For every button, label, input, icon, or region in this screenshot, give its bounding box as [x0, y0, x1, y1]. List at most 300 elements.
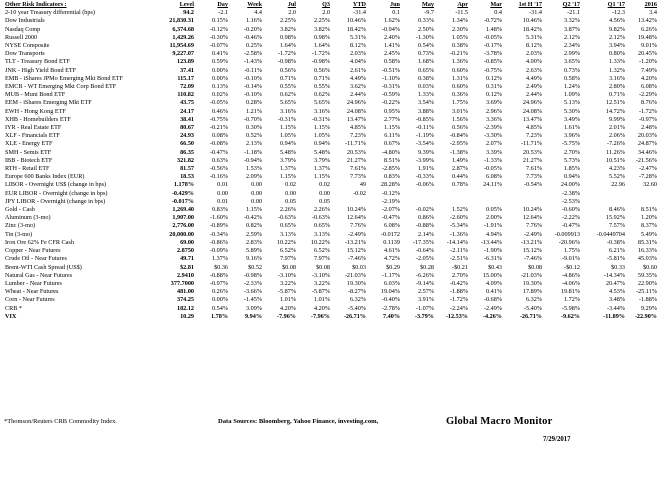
value-cell: 4.72% [384, 255, 400, 263]
table-row [4, 198, 658, 206]
value-cell: -1.07% [415, 304, 434, 312]
value-cell: 9.99% [609, 115, 625, 123]
value-cell: 2.26% [280, 206, 296, 214]
value-cell: 24.08% [522, 107, 542, 115]
value-cell: -0.009913 [554, 230, 580, 238]
value-cell: -26.71% [343, 312, 366, 320]
table-row [4, 296, 658, 304]
value-cell: -0.94% [243, 156, 262, 164]
value-cell: 0.65% [418, 66, 434, 74]
table-row [4, 247, 658, 255]
value-cell: 5.73% [564, 156, 580, 164]
value-cell: -2.19% [381, 197, 400, 205]
value-cell: 8.76% [641, 99, 657, 107]
value-cell: -2.38% [561, 189, 580, 197]
value-cell: -4.06% [561, 279, 580, 287]
value-cell: -14.34% [603, 271, 625, 279]
value-cell: -5.75% [561, 140, 580, 148]
value-cell: -0.34% [209, 230, 228, 238]
value-cell: 2.44% [350, 91, 366, 99]
value-cell: -0.05% [483, 165, 502, 173]
value-cell: 0.26% [212, 288, 228, 296]
value-cell: 8.46% [609, 206, 625, 214]
level-cell: 21,830.31 [169, 17, 194, 25]
value-cell: 2.07% [486, 140, 502, 148]
value-cell: 2.70% [452, 271, 468, 279]
value-cell: 3.01% [452, 107, 468, 115]
value-cell [581, 190, 626, 198]
value-cell: -0.14% [243, 83, 262, 91]
value-cell: 1.75% [452, 99, 468, 107]
value-cell: 0.95% [384, 107, 400, 115]
value-cell: 2.12% [564, 33, 580, 41]
value-cell: 16.33% [637, 247, 657, 255]
indicator-name: Nasdaq Comp [5, 25, 41, 33]
column-header: Day [217, 1, 228, 8]
table-row [4, 140, 658, 148]
column-header: Jun [390, 1, 400, 8]
level-cell: 80.67 [180, 124, 194, 132]
value-cell: 19.48% [637, 33, 657, 41]
value-cell: 0.58% [564, 74, 580, 82]
value-cell: 1.15% [280, 124, 296, 132]
value-cell: -0.63% [311, 214, 330, 222]
value-cell: 6.03% [384, 279, 400, 287]
table-row [4, 116, 658, 124]
table-row [4, 50, 658, 58]
value-cell: 3.69% [486, 99, 502, 107]
value-cell: 5.65% [280, 99, 296, 107]
indicator-name: EWH - Hong Kong ETF [5, 107, 66, 115]
value-cell: 1.52% [452, 206, 468, 214]
value-cell: -1.17% [381, 271, 400, 279]
value-cell: 0.67% [384, 140, 400, 148]
column-header: Q2 '17 [562, 1, 580, 8]
table-row [4, 165, 658, 173]
value-cell: 10.22% [310, 238, 330, 246]
value-cell: -0.97% [209, 279, 228, 287]
value-cell: -0.47% [381, 214, 400, 222]
level-cell: 49.71 [180, 255, 194, 263]
value-cell: -2.49% [483, 304, 502, 312]
indicator-name: Zinc (3-mo) [5, 222, 36, 230]
value-cell: -1.72% [449, 296, 468, 304]
value-cell: -0.40% [381, 296, 400, 304]
value-cell: -13.21% [520, 238, 542, 246]
value-cell: 1.33% [418, 91, 434, 99]
indicator-name: Russell 2000 [5, 33, 38, 41]
value-cell: -3.10% [277, 271, 296, 279]
value-cell: 3.87% [564, 25, 580, 33]
level-cell: 10.29 [180, 312, 194, 320]
value-cell: 2.70% [564, 148, 580, 156]
value-cell: 0.65% [280, 222, 296, 230]
table-row [4, 255, 658, 263]
value-cell: 0.00 [251, 189, 262, 197]
value-cell: 0.30% [246, 124, 262, 132]
value-cell: -0.60% [561, 206, 580, 214]
value-cell: 3.94% [609, 42, 625, 50]
indicator-name: XHB - Homebuilders ETF [5, 115, 71, 123]
value-cell: -5.87% [277, 288, 296, 296]
column-header: Jul [287, 1, 296, 8]
value-cell: 6.32% [350, 296, 366, 304]
value-cell: 0.33% [418, 17, 434, 25]
column-header: Week [247, 1, 262, 8]
value-cell: 1.09% [564, 91, 580, 99]
level-cell: 2,776.00 [172, 222, 194, 230]
value-cell: 0.78% [452, 181, 468, 189]
value-cell: 9.94% [244, 312, 262, 320]
value-cell: 1.01% [280, 296, 296, 304]
value-cell: 0.28% [246, 99, 262, 107]
value-cell: 7.76% [350, 222, 366, 230]
value-cell: -4.86% [561, 271, 580, 279]
indicator-name: JPY LIBOR - Overnight (change in bps) [5, 197, 106, 205]
value-cell: -0.98% [243, 271, 262, 279]
value-cell: -1.60% [209, 214, 228, 222]
value-cell: 0.73% [418, 50, 434, 58]
value-cell: -5.81% [606, 255, 625, 263]
value-cell: 21.27% [522, 156, 542, 164]
value-cell: 7.97% [314, 255, 330, 263]
value-cell: 0.71% [609, 91, 625, 99]
value-cell: $0.08 [528, 263, 542, 271]
value-cell: -13.44% [480, 238, 502, 246]
value-cell: 0.46% [212, 107, 228, 115]
value-cell: $0.08 [282, 263, 296, 271]
value-cell: 0.08% [212, 132, 228, 140]
value-cell: $0.36 [214, 263, 228, 271]
level-cell: 374.25 [176, 296, 194, 304]
value-cell: 20.45% [637, 50, 657, 58]
value-cell: -0.21% [209, 124, 228, 132]
value-cell [503, 190, 543, 198]
value-cell: 4.20% [641, 74, 657, 82]
level-cell: 110.82 [177, 91, 194, 99]
value-cell: -2.1 [218, 9, 228, 17]
table-row [4, 231, 658, 239]
value-cell: -2.51% [449, 255, 468, 263]
value-cell: 12.64% [522, 214, 542, 222]
value-cell: 4.04% [350, 58, 366, 66]
value-cell: 6.52% [280, 247, 296, 255]
value-cell: -2.49% [523, 230, 542, 238]
value-cell: 0.00% [212, 296, 228, 304]
value-cell: $0.03 [352, 263, 366, 271]
level-cell: 1,269.40 [172, 206, 194, 214]
value-cell: 1.64% [280, 42, 296, 50]
value-cell: -1.88% [638, 296, 657, 304]
value-cell: 0.03% [418, 83, 434, 91]
table-row [4, 181, 658, 189]
value-cell: 0.58% [384, 58, 400, 66]
indicator-name: Tin (3-mo) [5, 230, 33, 238]
value-cell: -2.33% [243, 279, 262, 287]
value-cell: -25.11% [636, 288, 657, 296]
table-row [4, 190, 658, 198]
value-cell: -4.80% [381, 148, 400, 156]
value-cell: 4.20% [280, 304, 296, 312]
value-cell: -2.29% [638, 91, 657, 99]
table-row [4, 99, 658, 107]
value-cell: -0.56% [209, 165, 228, 173]
value-cell: -2.49% [347, 230, 366, 238]
value-cell: 17.89% [522, 288, 542, 296]
indicator-name: CRB * [5, 304, 23, 312]
value-cell: 0.71% [280, 74, 296, 82]
value-cell: 2.03% [350, 50, 366, 58]
value-cell: 5.30% [564, 107, 580, 115]
value-cell: -13.21% [344, 238, 366, 246]
value-cell: 3.88% [418, 107, 434, 115]
value-cell: 7.61% [526, 165, 542, 173]
value-cell: -11.71% [345, 140, 366, 148]
value-cell: 2.40% [384, 33, 400, 41]
value-cell: 4.49% [526, 74, 542, 82]
value-cell: -2.22% [561, 214, 580, 222]
value-cell: 3.96% [564, 132, 580, 140]
value-cell: 2.99% [564, 50, 580, 58]
value-cell: -7.46% [523, 255, 542, 263]
value-cell: -0.51% [381, 66, 400, 74]
value-cell: -0.98% [311, 58, 330, 66]
value-cell: 7.23% [526, 132, 542, 140]
report-date: 7/29/2017 [543, 436, 571, 443]
value-cell: -3.79% [414, 312, 434, 320]
value-cell: 7.40% [382, 312, 400, 320]
value-cell: -1.88% [449, 288, 468, 296]
value-cell: 10.46% [346, 17, 366, 25]
value-cell: -5.98% [561, 304, 580, 312]
value-cell: 0.02 [319, 181, 330, 189]
value-cell: 2.34% [564, 42, 580, 50]
indicator-name: 2-10 year Treasury differential (bps) [5, 9, 95, 17]
value-cell: 1.20% [641, 214, 657, 222]
value-cell: -0.46% [243, 33, 262, 41]
table-row [4, 149, 658, 157]
value-cell: 3.4 [649, 9, 657, 17]
value-cell: 8.12% [350, 42, 366, 50]
value-cell: 4.4 [254, 9, 262, 17]
value-cell: -0.10% [243, 74, 262, 82]
value-cell: 45.03% [637, 255, 657, 263]
value-cell: 0.62% [314, 91, 330, 99]
value-cell: -0.97% [638, 115, 657, 123]
value-cell: 3.22% [314, 279, 330, 287]
value-cell: 3.49% [564, 115, 580, 123]
value-cell [469, 190, 503, 198]
value-cell: 13.47% [522, 115, 542, 123]
value-cell [581, 198, 626, 206]
value-cell [401, 198, 435, 206]
value-cell: -21.03% [520, 271, 542, 279]
table-row [4, 124, 658, 132]
indicator-name: Natural Gas - Near Futures [5, 271, 73, 279]
value-cell: 0.82% [246, 222, 262, 230]
value-cell: 7.73% [526, 173, 542, 181]
value-cell: 4.00% [526, 58, 542, 66]
value-cell: 3.62% [350, 83, 366, 91]
value-cell: 9.82% [609, 25, 625, 33]
value-cell: -11.5 [455, 9, 468, 17]
value-cell: 0.62% [280, 91, 296, 99]
value-cell: -2.85% [381, 165, 400, 173]
table-row [4, 288, 658, 296]
value-cell: 1.91% [418, 165, 434, 173]
level-cell: 1.178% [173, 181, 194, 189]
value-cell: -0.0172 [380, 230, 400, 238]
value-cell: 6.08% [384, 222, 400, 230]
value-cell: 0.02 [285, 181, 296, 189]
value-cell: 0.1139 [383, 238, 400, 246]
value-cell: -1.38% [449, 148, 468, 156]
value-cell: 1.62% [384, 17, 400, 25]
value-cell: 5.48% [280, 148, 296, 156]
value-cell: 0.00% [212, 74, 228, 82]
table-row [4, 280, 658, 288]
value-cell: -0.05% [483, 33, 502, 41]
level-cell: 72.09 [180, 83, 194, 91]
value-cell: -2.11% [450, 247, 468, 255]
value-cell: -12.3 [612, 9, 625, 17]
value-cell: -0.10% [243, 91, 262, 99]
value-cell: 19.30% [522, 279, 542, 287]
value-cell: 0.63% [212, 156, 228, 164]
value-cell: 0.80% [609, 50, 625, 58]
value-cell: 10.51% [605, 156, 625, 164]
value-cell: -0.07% [209, 42, 228, 50]
value-cell: 0.05% [486, 206, 502, 214]
table-row [4, 206, 658, 214]
value-cell: -0.47% [209, 148, 228, 156]
value-cell: 0.00 [285, 189, 296, 197]
indicator-name: EUR LIBOR - Overnight (change in bps) [5, 189, 108, 197]
value-cell: 0.44% [452, 173, 468, 181]
value-cell: 1.64% [314, 42, 330, 50]
indicator-name: Aluminum (3-mo) [5, 214, 51, 222]
value-cell: -5.34% [449, 222, 468, 230]
value-cell: 22.90% [637, 279, 657, 287]
value-cell [469, 198, 503, 206]
value-cell: 0.98% [280, 33, 296, 41]
value-cell: -0.21% [449, 50, 468, 58]
value-cell: 22.96 [611, 181, 625, 189]
value-cell: -0.12% [381, 189, 400, 197]
indicator-name: Copper - Near Futures [5, 247, 61, 255]
value-cell: -0.31% [381, 83, 400, 91]
table-row [4, 272, 658, 280]
value-cell: 0.56% [314, 66, 330, 74]
value-cell: 2.14% [418, 230, 434, 238]
value-cell: -1.20% [638, 58, 657, 66]
value-cell: 4.85% [526, 124, 542, 132]
value-cell: $0.08 [316, 263, 330, 271]
level-cell: 2.8750 [176, 247, 194, 255]
table-row [4, 108, 658, 116]
value-cell: 3.48% [609, 296, 625, 304]
value-cell: 1.37% [280, 165, 296, 173]
value-cell: -1.10% [381, 74, 400, 82]
value-cell: 3.65% [564, 58, 580, 66]
value-cell: 13.47% [346, 115, 366, 123]
value-cell: -0.88% [415, 222, 434, 230]
value-cell: -1.43% [243, 58, 262, 66]
value-cell: 19.30% [346, 279, 366, 287]
value-cell: 6.52% [314, 247, 330, 255]
value-cell: 2.63% [526, 66, 542, 74]
value-cell: 2.0 [288, 9, 296, 17]
value-cell: 0.59% [212, 58, 228, 66]
indicator-name: Europe 600 Banks Index (EUR) [5, 173, 85, 181]
value-cell: -0.75% [209, 115, 228, 123]
value-cell: -0.12% [209, 25, 228, 33]
header-row [4, 1, 658, 9]
value-cell: 1.85% [564, 165, 580, 173]
value-cell: 0.71% [314, 74, 330, 82]
table-row [4, 83, 658, 91]
value-cell: 9.01% [641, 42, 657, 50]
value-cell: 12.64% [346, 214, 366, 222]
value-cell: 4.85% [350, 124, 366, 132]
value-cell: 85.31% [637, 238, 657, 246]
value-cell: 5.13% [564, 99, 580, 107]
table-row [4, 34, 658, 42]
level-cell: 9,227.07 [172, 50, 194, 58]
risk-indicators-table [4, 1, 658, 321]
column-header: 1st H '17 [518, 1, 542, 8]
value-cell: -0.33% [415, 173, 434, 181]
value-cell: 18.42% [346, 25, 366, 33]
level-cell: 115.17 [177, 74, 194, 82]
value-cell: 20.53% [522, 148, 542, 156]
value-cell: -5.87% [311, 288, 330, 296]
value-cell [626, 198, 658, 206]
value-cell: 0.31% [486, 83, 502, 91]
value-cell: 19.81% [560, 288, 580, 296]
value-cell: 15.12% [522, 247, 542, 255]
value-cell: 8.37% [641, 222, 657, 230]
value-cell: -7.96% [276, 312, 296, 320]
value-cell: 5.31% [526, 33, 542, 41]
value-cell: -0.05% [209, 99, 228, 107]
level-cell: 182.12 [176, 304, 194, 312]
value-cell: 10.24% [522, 206, 542, 214]
value-cell: -5.40% [523, 304, 542, 312]
value-cell: 0.36% [452, 91, 468, 99]
value-cell: 59.35% [637, 271, 657, 279]
value-cell: -3.44% [606, 304, 625, 312]
level-cell: 321.82 [176, 156, 194, 164]
value-cell: 7.73% [350, 173, 366, 181]
value-cell: -12.53% [445, 312, 468, 320]
column-header: Mar [490, 1, 502, 8]
value-cell: 24.08% [346, 107, 366, 115]
value-cell: -0.72% [483, 17, 502, 25]
indicator-name: Corn - Near Futures [5, 296, 55, 304]
table-row [4, 9, 658, 17]
value-cell: -2.07% [381, 206, 400, 214]
value-cell: 0.73% [564, 66, 580, 74]
value-cell: 3.79% [314, 156, 330, 164]
value-cell: 1.37% [212, 255, 228, 263]
level-cell: 43.75 [180, 99, 194, 107]
table-row [4, 17, 658, 25]
value-cell: -2.47% [638, 165, 657, 173]
value-cell: 1.49% [452, 156, 468, 164]
value-cell: 0.01 [217, 197, 228, 205]
level-cell: 66.50 [180, 140, 194, 148]
